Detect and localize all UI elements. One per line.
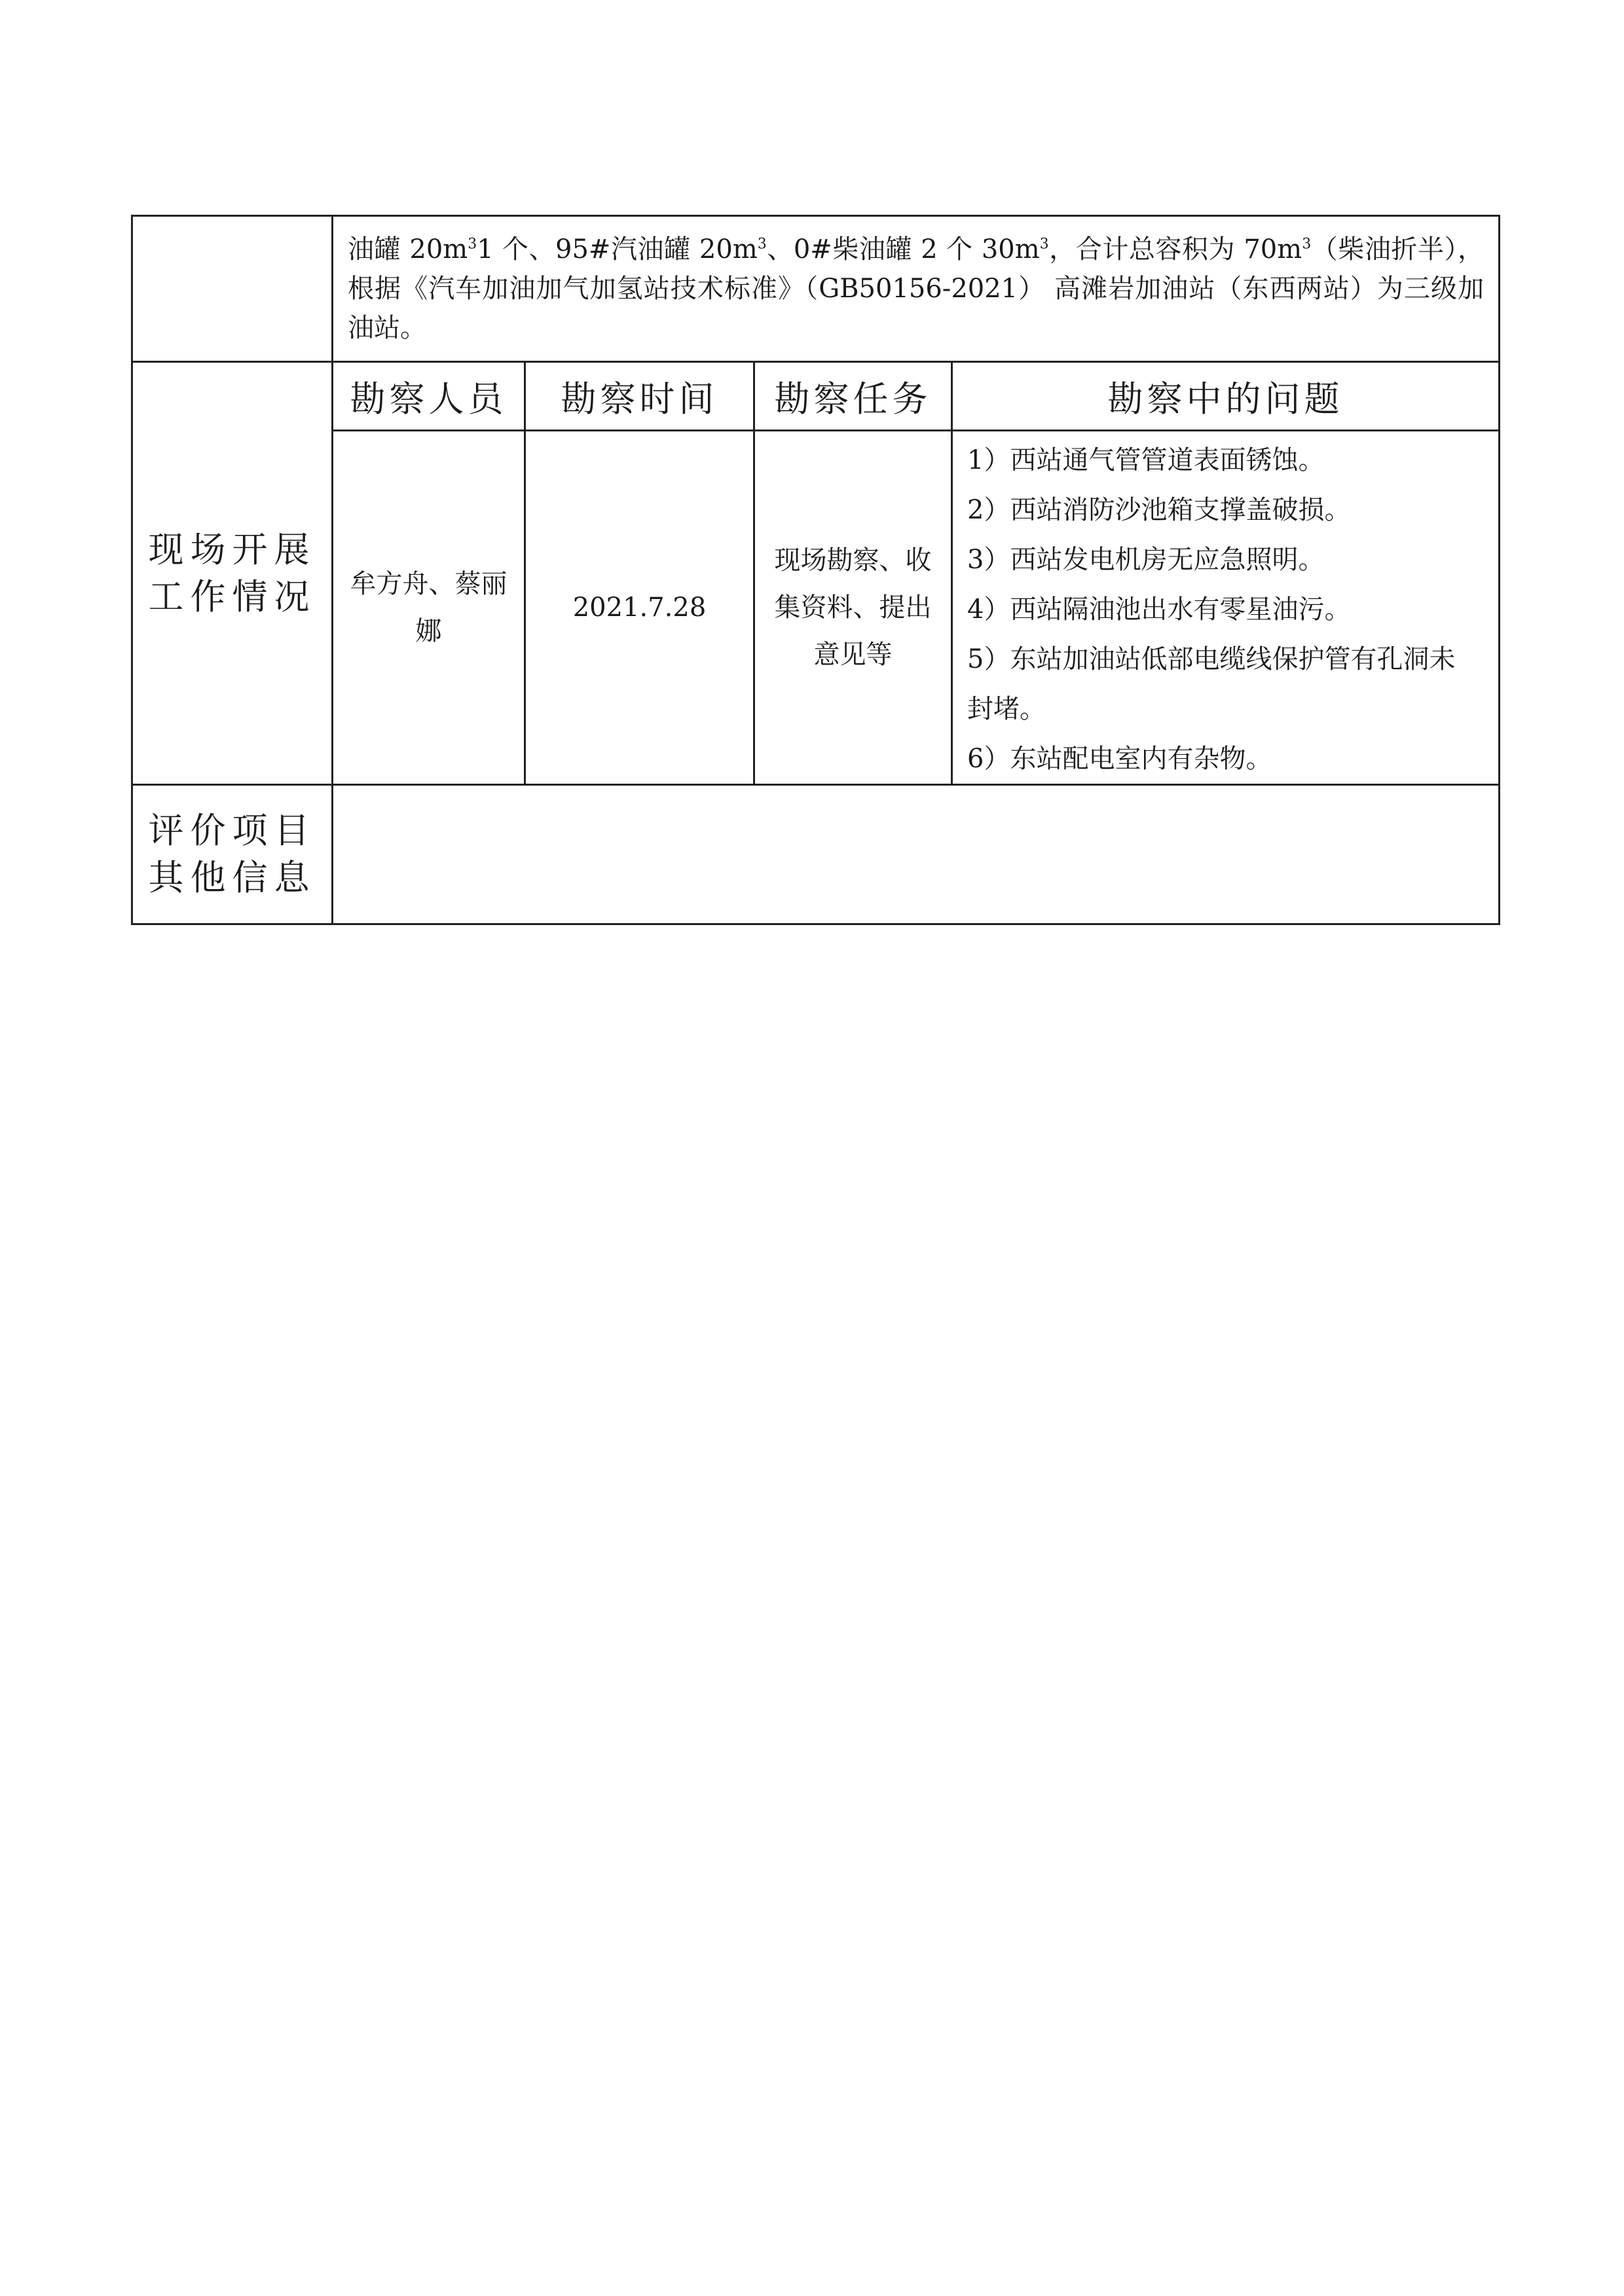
site-work-label-line1: 现场开展	[148, 528, 316, 570]
site-work-label-line2: 工作情况	[148, 575, 316, 617]
other-info-label-line1: 评价项目	[148, 810, 316, 851]
intro-label-cell	[132, 216, 333, 362]
intro-text-part: 1 个、95#汽油罐 20m	[477, 234, 758, 264]
superscript: 3	[468, 236, 477, 253]
task-cell	[754, 431, 952, 785]
intro-text-part: 、0#柴油罐 2 个 30m	[766, 234, 1040, 264]
intro-text-part: 油罐 20m	[348, 234, 468, 264]
problem-item: 6）东站配电室内有杂物。	[967, 744, 1272, 774]
intro-text-cell	[333, 216, 1500, 362]
intro-row	[132, 216, 1500, 362]
survey-header-row	[132, 362, 1500, 431]
superscript: 3	[757, 236, 767, 253]
task-line1: 现场勘察、收	[774, 545, 932, 575]
task-line2: 集资料、提出	[774, 592, 932, 623]
survey-table	[131, 215, 1500, 925]
problem-item: 2）西站消防沙池箱支撑盖破损。	[967, 495, 1351, 525]
problem-item: 1）西站通气管管道表面锈蚀。	[967, 445, 1325, 475]
personnel-line1: 牟方舟、蔡丽	[350, 569, 507, 599]
personnel-line2: 娜	[415, 616, 442, 646]
header-problems: 勘察中的问题	[952, 362, 1500, 431]
time-cell: 2021.7.28	[525, 431, 754, 785]
superscript: 3	[1039, 236, 1049, 253]
other-info-label	[132, 785, 333, 924]
intro-text-part: ，合计总容积为 70m	[1048, 234, 1302, 264]
site-work-label	[132, 362, 333, 785]
superscript: 3	[1302, 236, 1312, 253]
other-info-value	[333, 785, 1500, 924]
problem-item: 5）东站加油站低部电缆线保护管有孔洞未	[967, 644, 1456, 674]
task-line3: 意见等	[813, 640, 893, 670]
problem-item: 3）西站发电机房无应急照明。	[967, 545, 1325, 575]
header-personnel: 勘察人员	[333, 362, 525, 431]
survey-body-row	[132, 431, 1500, 785]
other-info-row	[132, 785, 1500, 924]
personnel-cell	[333, 431, 525, 785]
other-info-label-line2: 其他信息	[148, 857, 316, 898]
problem-item: 4）西站隔油池出水有零星油污。	[967, 594, 1351, 625]
problems-cell	[952, 431, 1500, 785]
header-time: 勘察时间	[525, 362, 754, 431]
problem-item: 封堵。	[967, 694, 1046, 724]
header-task: 勘察任务	[754, 362, 952, 431]
intro-text-part: （柴油折半），根据《汽车加油加气加氢站技术标准》（GB50156-2021） 高滩岩加油站（东西两站）为三级加油站。	[348, 234, 1485, 343]
